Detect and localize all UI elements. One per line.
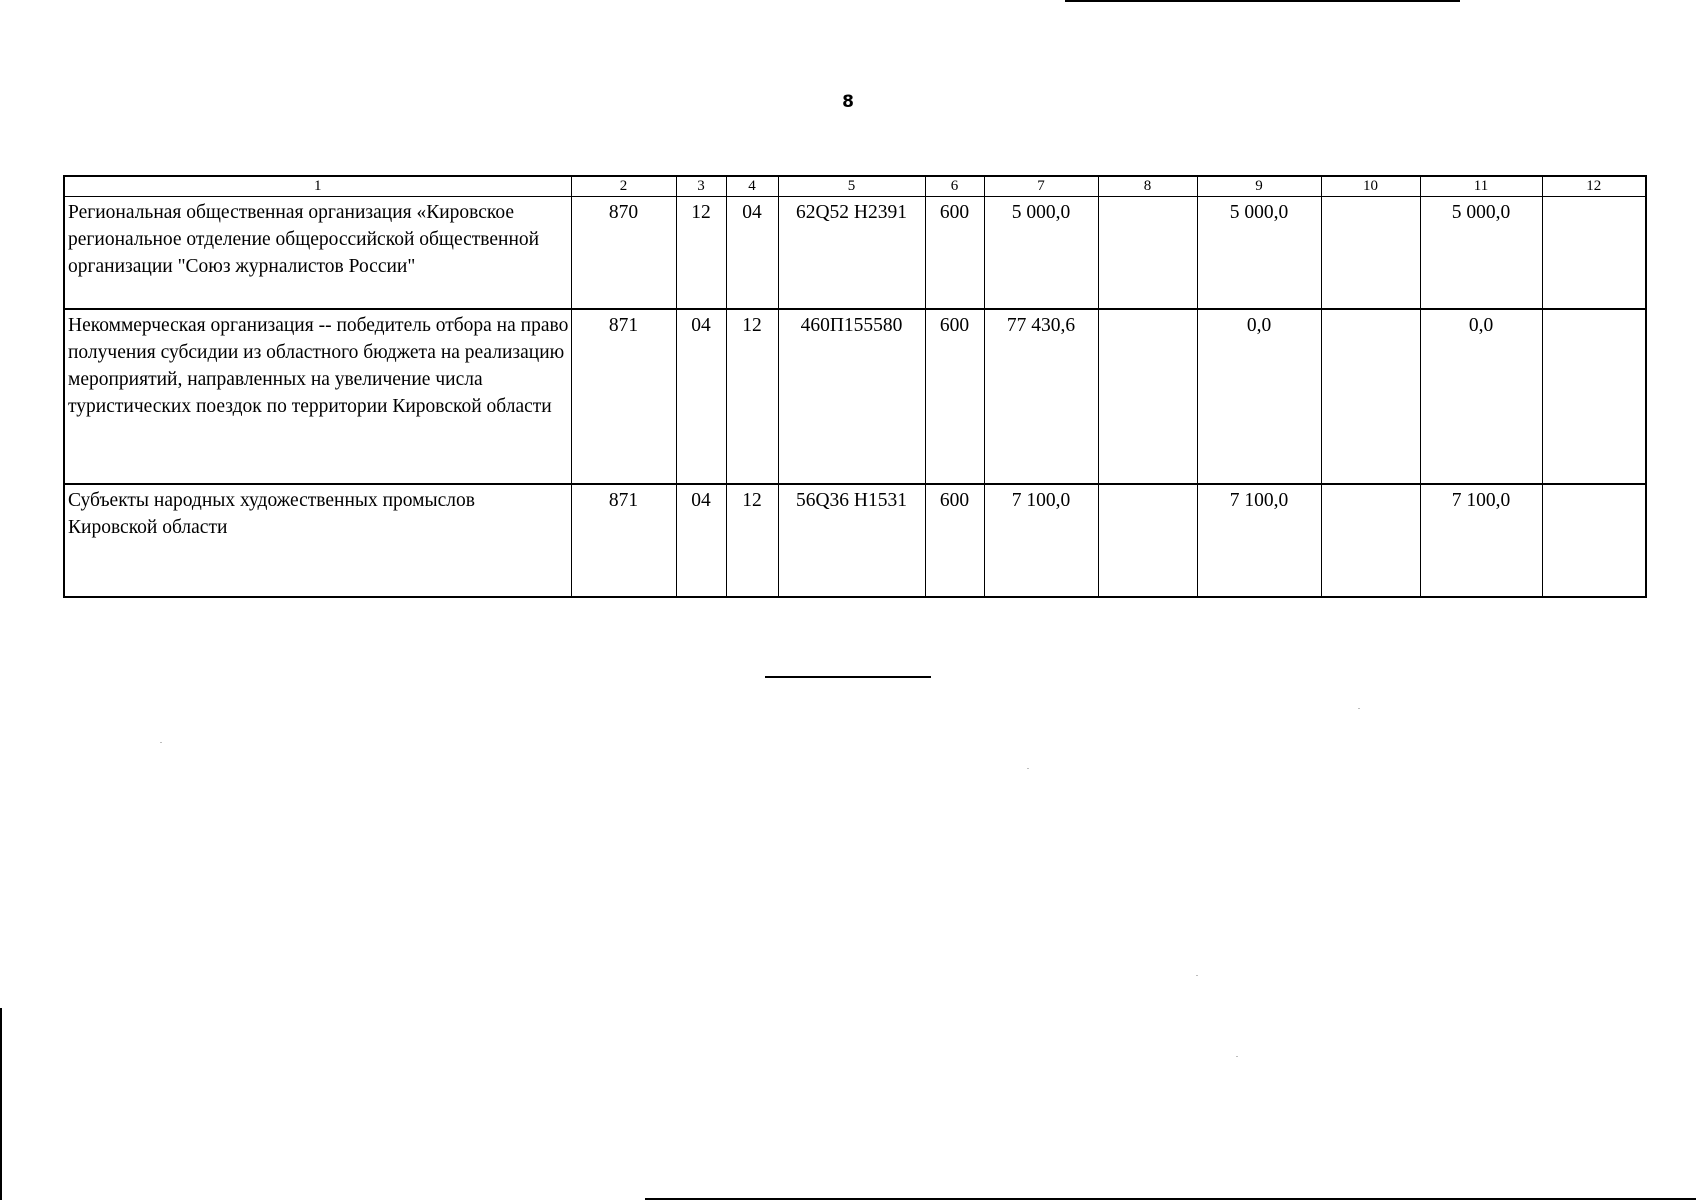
organization-name-cell: Субъекты народных художественных промыслов Кировской области [64,484,571,597]
scan-speck [1196,975,1198,976]
amount-col12-cell [1542,309,1646,484]
amount-col12-cell [1542,197,1646,310]
organization-name-cell: Некоммерческая организация -- победитель отбора на право получения субсидии из областного бюджета на реализацию мероприятий, направленных на увеличение числа туристических поездок по территории Кировской области [64,309,571,484]
target-article-cell: 62Q52 H2391 [778,197,925,310]
section-cell: 04 [676,309,726,484]
section-cell: 12 [676,197,726,310]
target-article-cell: 56Q36 H1531 [778,484,925,597]
column-header-5: 5 [778,176,925,197]
budget-table [63,175,1647,598]
amount-col9-cell: 0,0 [1197,309,1321,484]
amount-col9-cell: 7 100,0 [1197,484,1321,597]
column-header-1: 1 [64,176,571,197]
amount-col11-cell: 5 000,0 [1420,197,1542,310]
amount-col10-cell [1321,309,1420,484]
expense-type-cell: 600 [925,309,984,484]
amount-col8-cell [1098,197,1197,310]
column-header-6: 6 [925,176,984,197]
column-header-11: 11 [1420,176,1542,197]
amount-col9-cell: 5 000,0 [1197,197,1321,310]
table-header-row [64,176,1646,197]
column-header-2: 2 [571,176,676,197]
amount-col7-cell: 5 000,0 [984,197,1098,310]
amount-col7-cell: 77 430,6 [984,309,1098,484]
subsection-cell: 12 [726,484,778,597]
column-header-10: 10 [1321,176,1420,197]
table-row [64,309,1646,484]
section-cell: 04 [676,484,726,597]
expense-type-cell: 600 [925,197,984,310]
scan-speck [1236,1056,1238,1057]
page-number: 8 [842,92,854,112]
subsection-cell: 12 [726,309,778,484]
code-cell: 871 [571,484,676,597]
organization-name-cell: Региональная общественная организация «Кировское региональное отделение общероссийской общественной организации "Союз журналистов России" [64,197,571,310]
amount-col8-cell [1098,484,1197,597]
target-article-cell: 460П155580 [778,309,925,484]
column-header-9: 9 [1197,176,1321,197]
amount-col7-cell: 7 100,0 [984,484,1098,597]
scan-speck [1358,708,1360,709]
amount-col12-cell [1542,484,1646,597]
column-header-3: 3 [676,176,726,197]
scan-speck [1027,768,1029,769]
table-row [64,484,1646,597]
code-cell: 871 [571,309,676,484]
column-header-4: 4 [726,176,778,197]
table-row [64,197,1646,310]
amount-col10-cell [1321,197,1420,310]
amount-col10-cell [1321,484,1420,597]
scan-edge-line-top [1065,0,1460,2]
amount-col8-cell [1098,309,1197,484]
column-header-8: 8 [1098,176,1197,197]
scan-speck [160,742,162,743]
amount-col11-cell: 7 100,0 [1420,484,1542,597]
code-cell: 870 [571,197,676,310]
column-header-12: 12 [1542,176,1646,197]
expense-type-cell: 600 [925,484,984,597]
amount-col11-cell: 0,0 [1420,309,1542,484]
end-of-table-rule [765,676,931,678]
table-body [64,197,1646,598]
table-header [64,176,1646,197]
scan-edge-line-left [0,1008,2,1200]
subsection-cell: 04 [726,197,778,310]
column-header-7: 7 [984,176,1098,197]
